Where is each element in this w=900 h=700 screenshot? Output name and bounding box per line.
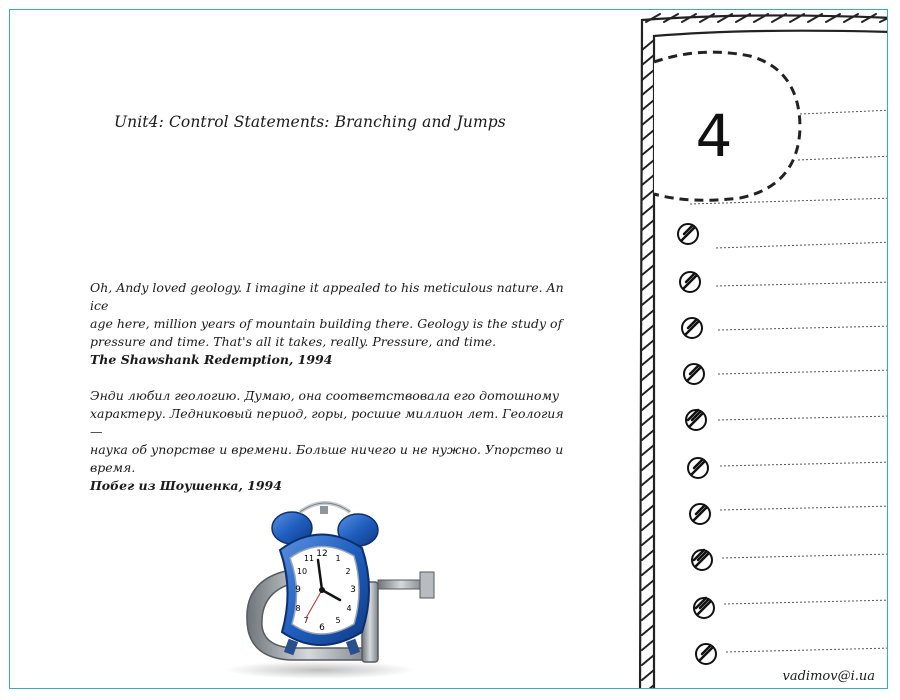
quote-en-source: The Shawshank Redemption, 1994: [90, 352, 333, 367]
clock-numeral: 2: [345, 567, 351, 576]
quote-ru-line: характеру. Ледниковый период, горы, росшие миллион лет. Геология —: [90, 406, 564, 439]
clock-numeral: 11: [303, 554, 315, 563]
slide-frame: [9, 9, 888, 689]
quote-en-line: pressure and time. That's all it takes, really. Pressure, and time.: [90, 334, 497, 349]
quote-ru-line: время.: [90, 460, 136, 475]
clock-numeral: 9: [295, 585, 301, 595]
clock-numeral: 1: [335, 554, 341, 563]
clock-numeral: 10: [296, 567, 308, 576]
chapter-number: 4: [695, 102, 733, 170]
clock-numeral: 3: [350, 585, 356, 595]
quote-en-line: Oh, Andy loved geology. I imagine it appealed to his meticulous nature. An ice: [90, 280, 564, 313]
alarm-clock-clamp-icon: [220, 490, 440, 680]
footer-email: vadimov@i.ua: [782, 669, 875, 684]
slide-title: Unit4: Control Statements: Branching and Jumps: [114, 113, 506, 131]
clock-numeral: 5: [335, 616, 341, 625]
quote-ru-line: наука об упорстве и времени. Больше ничего и не нужно. Упорство и: [90, 442, 564, 457]
clock-numeral: 7: [303, 616, 309, 625]
clock-numeral: 6: [319, 623, 325, 633]
quote-en-line: age here, million years of mountain building there. Geology is the study of: [90, 316, 563, 331]
clock-numeral: 12: [316, 549, 328, 559]
quote-block: [90, 279, 570, 495]
clock-numeral: 4: [346, 604, 352, 613]
quote-spacer: [90, 369, 570, 387]
quote-ru-line: Энди любил геологию. Думаю, она соответствовала его дотошному: [90, 388, 560, 403]
spiral-notebook-icon: [630, 10, 888, 689]
quote-ru-source: Побег из Шоушенка, 1994: [90, 478, 282, 493]
clock-numeral: 8: [295, 604, 301, 613]
